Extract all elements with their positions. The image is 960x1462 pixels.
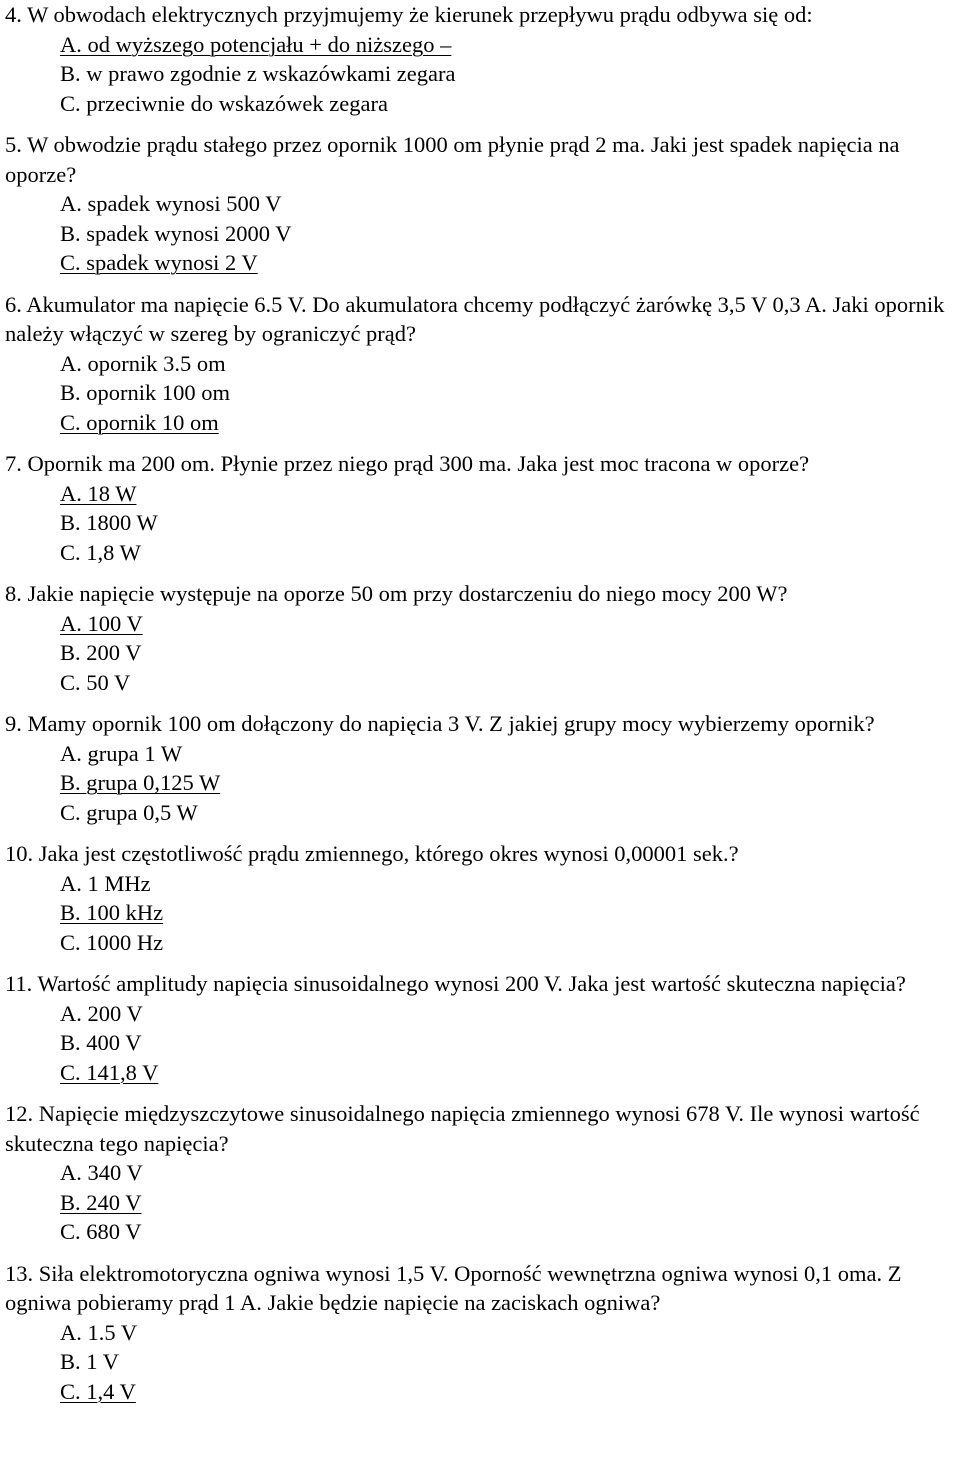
answer-b: B. 400 V [60,1030,142,1055]
answer-c: C. 1,8 W [60,539,141,565]
answer-c: C. przeciwnie do wskazówek zegara [60,90,388,116]
spacer [0,957,960,969]
question-text: 5. W obwodzie prądu stałego przez opornik 1000 om płynie prąd 2 ma. Jaki jest spadek napięcia na oporze? [5,132,900,187]
spacer [0,437,960,449]
question-5 [0,130,960,278]
answer-a: A. od wyższego potencjału + do niższego – [60,31,452,57]
answer-a: A. 1.5 V [60,1319,138,1345]
spacer [0,697,960,709]
question-text: 6. Akumulator ma napięcie 6.5 V. Do akumulatora chcemy podłączyć żarówkę 3,5 V 0,3 A. Jaki opornik należy włączyć w szereg by ograniczyć prąd? [5,291,945,346]
answer-list [0,189,960,278]
answer-list [0,1158,960,1247]
answer-list [0,869,960,958]
question-text: 8. Jakie napięcie występuje na oporze 50 om przy dostarczeniu do niego mocy 200 W? [5,581,788,606]
answer-list [0,999,960,1088]
answer-a: A. grupa 1 W [60,740,183,766]
answer-list [0,349,960,438]
answer-list [0,30,960,119]
answer-a: A. 18 W [60,480,137,506]
answer-b: B. 200 V [60,640,142,665]
answer-b: B. spadek wynosi 2000 V [60,220,292,246]
spacer [0,278,960,290]
question-11 [0,969,960,1087]
answer-c: C. spadek wynosi 2 V [60,250,258,275]
answer-c: C. 50 V [60,669,131,695]
answer-list [0,479,960,568]
answer-c: C. 680 V [60,1219,142,1244]
question-text: 9. Mamy opornik 100 om dołączony do napięcia 3 V. Z jakiej grupy mocy wybierzemy opornik? [5,711,875,736]
answer-a: A. spadek wynosi 500 V [60,191,282,216]
answer-b: B. opornik 100 om [60,380,231,405]
question-text: 12. Napięcie międzyszczytowe sinusoidalnego napięcia zmiennego wynosi 678 V. Ile wynosi wartość skuteczna tego napięcia? [5,1101,920,1156]
question-13 [0,1259,960,1407]
spacer [0,827,960,839]
question-10 [0,839,960,957]
answer-c: C. 141,8 V [60,1059,159,1085]
question-text: 4. W obwodach elektrycznych przyjmujemy że kierunek przepływu prądu odbywa się od: [5,2,813,27]
answer-b: B. grupa 0,125 W [60,770,221,795]
answer-c: C. grupa 0,5 W [60,799,198,825]
question-text: 10. Jaka jest częstotliwość prądu zmiennego, którego okres wynosi 0,00001 sek.? [5,841,739,866]
answer-list [0,739,960,828]
answer-b: B. 1800 W [60,510,158,535]
answer-b: B. 240 V [60,1189,142,1215]
answer-b: B. 1 V [60,1349,119,1374]
answer-list [0,1318,960,1407]
answer-a: A. opornik 3.5 om [60,350,226,376]
answer-c: C. 1000 Hz [60,929,164,955]
question-text: 7. Opornik ma 200 om. Płynie przez niego prąd 300 ma. Jaka jest moc tracona w oporze? [5,451,810,476]
spacer [0,1247,960,1259]
answer-list [0,609,960,698]
question-9 [0,709,960,827]
answer-c: C. opornik 10 om [60,409,219,435]
spacer [0,567,960,579]
answer-c: C. 1,4 V [60,1378,136,1404]
answer-b: B. w prawo zgodnie z wskazówkami zegara [60,61,456,86]
question-text: 13. Siła elektromotoryczna ogniwa wynosi 1,5 V. Oporność wewnętrzna ogniwa wynosi 0,1 oma. Z ogniwa pobieramy prąd 1 A. Jakie będzie napięcie na zaciskach ogniwa? [5,1260,902,1315]
question-4 [0,0,960,118]
question-text: 11. Wartość amplitudy napięcia sinusoidalnego wynosi 200 V. Jaka jest wartość skuteczna napięcia? [5,971,906,996]
spacer [0,1087,960,1099]
answer-a: A. 1 MHz [60,870,151,896]
answer-a: A. 200 V [60,1000,143,1026]
answer-a: A. 340 V [60,1160,143,1185]
question-6 [0,290,960,438]
spacer [0,118,960,130]
question-12 [0,1099,960,1247]
answer-b: B. 100 kHz [60,900,164,925]
question-7 [0,449,960,567]
question-8 [0,579,960,697]
answer-a: A. 100 V [60,610,143,636]
